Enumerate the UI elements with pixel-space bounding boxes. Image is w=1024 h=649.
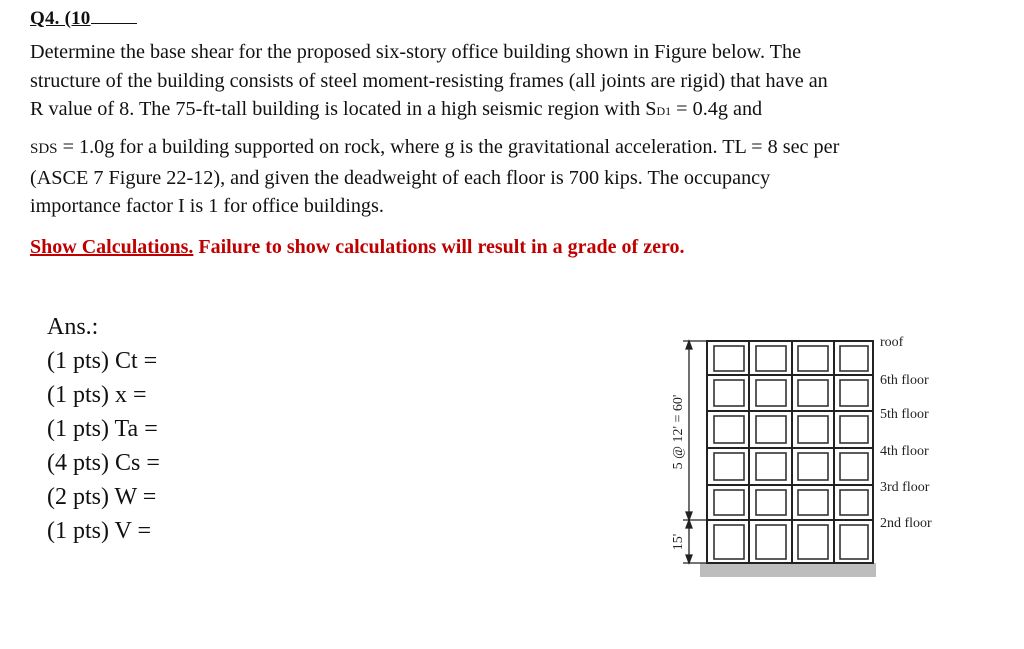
- question-line-5: (ASCE 7 Figure 22-12), and given the deadweight of each floor is 700 kips. The occupancy: [30, 166, 771, 189]
- answer-v: (1 pts) V =: [47, 518, 151, 544]
- ground-hatch: [700, 563, 876, 577]
- floor-label-5th: 5th floor: [880, 407, 929, 422]
- building-frame: [707, 341, 873, 563]
- answer-w: (2 pts) W =: [47, 484, 157, 510]
- floor-label-6th: 6th floor: [880, 373, 929, 388]
- floor-label-4th: 4th floor: [880, 444, 929, 459]
- dimension-label-lower: 15': [671, 533, 686, 551]
- question-line-6: importance factor I is 1 for office buildings.: [30, 195, 384, 217]
- question-line-1: Determine the base shear for the proposed six-story office building shown in Figure below. The: [30, 41, 802, 63]
- floor-label-2nd: 2nd floor: [880, 516, 932, 531]
- dimension-lines: [683, 341, 707, 563]
- answer-ct: (1 pts) Ct =: [47, 348, 158, 374]
- question-line-4: SDS = 1.0g for a building supported on rock, where g is the gravitational acceleration. TL = 8 sec per: [30, 136, 840, 158]
- floor-label-roof: roof: [880, 335, 904, 350]
- answer-x: (1 pts) x =: [47, 382, 147, 408]
- floor-label-3rd: 3rd floor: [880, 480, 930, 495]
- answer-ta: (1 pts) Ta =: [47, 416, 158, 442]
- dimension-label-upper: 5 @ 12' = 60': [671, 394, 686, 470]
- question-heading: Q4. (10: [30, 8, 137, 30]
- calculation-warning: Show Calculations. Failure to show calculations will result in a grade of zero.: [30, 236, 685, 258]
- question-line-2: structure of the building consists of steel moment-resisting frames (all joints are rigid) that have an: [30, 69, 828, 92]
- question-line-3: R value of 8. The 75-ft-tall building is located in a high seismic region with SD1 = 0.4g and: [30, 98, 763, 120]
- answer-cs: (4 pts) Cs =: [47, 450, 160, 476]
- answer-title: Ans.:: [47, 314, 99, 340]
